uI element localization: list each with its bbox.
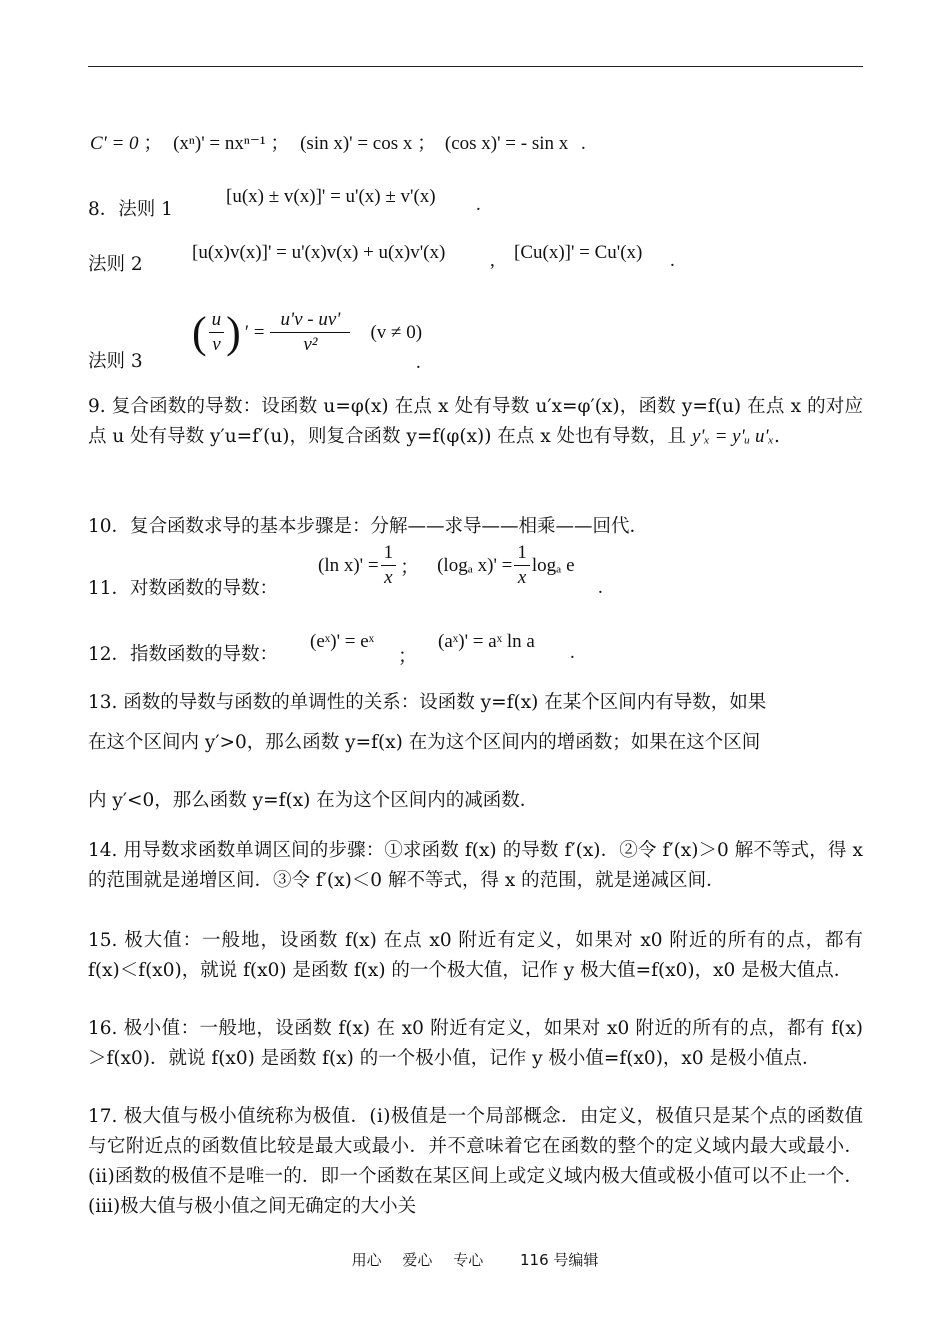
item12-exp: (eˣ)' = eˣ (310, 631, 375, 652)
footer-text-1: 用心 (351, 1251, 382, 1269)
header-rule (88, 66, 863, 67)
item15: 15. 极大值：一般地，设函数 f(x) 在点 x0 附近有定义，如果对 x0 附近的所有的点，都有 f(x)＜f(x0)，就说 f(x0) 是函数 f(x) 的一个极大值，记作 y 极大值=f(x0)，x0 是极大值点． (88, 930, 863, 981)
rhs-num: u'v - uv' (270, 308, 350, 333)
rule1-label: 8．法则 1 (88, 199, 173, 220)
rule2-period: . (670, 250, 675, 271)
log-tail: logₐ e (531, 554, 575, 576)
footer-text-4: 116 号编辑 (519, 1251, 599, 1269)
sep: ； (400, 557, 420, 578)
page-footer (0, 1249, 950, 1270)
lhs-fraction (209, 308, 225, 357)
footer-text-2: 爱心 (402, 1251, 433, 1269)
sep: ； (270, 133, 290, 154)
rule1-period: . (476, 194, 481, 215)
log-lhs: (logₐ x)' = (437, 554, 513, 576)
rhs-den: v² (303, 334, 318, 355)
log-num: 1 (514, 541, 530, 566)
paren-right: ) (226, 307, 241, 357)
rule2-constant: [Cu(x)]' = Cu'(x) (514, 242, 643, 263)
lhs-num: u (209, 308, 225, 333)
rule2-product: [u(x)v(x)]' = u'(x)v(x) + u(x)v'(x) (192, 242, 446, 263)
rule2-comma: , (490, 250, 495, 271)
item12-general: (aˣ)' = aˣ ln a (438, 631, 535, 652)
item10: 10．复合函数求导的基本步骤是：分解——求导——相乘——回代． (88, 516, 649, 537)
item16: 16. 极小值：一般地，设函数 f(x) 在 x0 附近有定义，如果对 x0 附近的所有的点，都有 f(x)＞f(x0)．就说 f(x0) 是函数 f(x) 的一个极小值，记作 y 极小值=f(x0)，x0 是极小值点． (88, 1018, 863, 1069)
lhs-den: v (212, 334, 221, 355)
item9-period: . (773, 426, 780, 447)
rule3-period: . (416, 352, 421, 373)
item9-formula: y'ₓ = y'ᵤ u'ₓ (691, 426, 774, 447)
footer-text-3: 专心 (453, 1251, 484, 1269)
item13-line1: 13. 函数的导数与函数的单调性的关系：设函数 y=f(x) 在某个区间内有导数，如果 (88, 692, 767, 713)
paren-left: ( (192, 307, 207, 357)
rhs-fraction (270, 308, 350, 357)
log-fraction (514, 541, 530, 590)
ln-fraction (381, 541, 397, 590)
item9-text: 9. 复合函数的导数：设函数 u=φ(x) 在点 x 处有导数 u′x=φ′(x)，函数 y=f(u) 在点 x 的对应点 u 处有导数 y′u=f′(u)，则复合函数 y=f(φ(x)) 在点 x 处也有导数，且 (88, 396, 863, 447)
basic-derivatives (90, 128, 586, 155)
item14: 14. 用导数求函数单调区间的步骤：①求函数 f(x) 的导数 f′(x)．②令 f′(x)＞0 解不等式，得 x 的范围就是递增区间．③令 f′(x)＜0 解不等式，得 x 的范围，就是递减区间． (88, 840, 863, 891)
item12-sep: ； (398, 646, 418, 667)
rule2-label: 法则 2 (88, 254, 143, 275)
item11-formulas (318, 541, 575, 590)
ln-num: 1 (381, 541, 397, 566)
sep: ； (417, 133, 437, 154)
ln-lhs: (ln x)' = (318, 554, 379, 576)
item17: 17. 极大值与极小值统称为极值．(ⅰ)极值是一个局部概念．由定义，极值只是某个点的函数值与它附近点的函数值比较是最大或最小．并不意味着它在函数的整个的定义域内最大或最小．(ⅱ)函数的极值不是唯一的．即一个函数在某区间上或定义域内极大值或极小值可以不止一个．(ⅲ)极大值与极小值之间无确定的大小关 (88, 1106, 863, 1217)
formula-constant: C' = 0 (90, 133, 139, 154)
item11-period: . (598, 577, 603, 598)
sep: ； (143, 133, 163, 154)
item13-line3: 内 y′<0，那么函数 y=f(x) 在为这个区间内的减函数． (88, 790, 539, 811)
item13-line2: 在这个区间内 y′>0，那么函数 y=f(x) 在为这个区间内的增函数；如果在这个区间 (88, 732, 761, 753)
rule1-formula: [u(x) ± v(x)]' = u'(x) ± v'(x) (226, 186, 436, 207)
item12-label: 12．指数函数的导数： (88, 644, 279, 665)
item11-label: 11．对数函数的导数： (88, 578, 279, 599)
formula-cos: (cos x)' = - sin x (444, 133, 569, 154)
formula-power: (xⁿ)' = nxⁿ⁻¹ (173, 133, 266, 154)
ln-den: x (384, 567, 393, 588)
rule3-label: 法则 3 (88, 351, 143, 372)
log-den: x (517, 567, 527, 588)
rule3-quotient (192, 308, 422, 357)
rule3-condition: (v ≠ 0) (370, 321, 423, 343)
period: . (581, 133, 586, 154)
item12-period: . (570, 642, 575, 663)
equals: ′ = (244, 321, 265, 343)
formula-sin: (sin x)' = cos x (300, 133, 413, 154)
item9 (88, 392, 863, 452)
